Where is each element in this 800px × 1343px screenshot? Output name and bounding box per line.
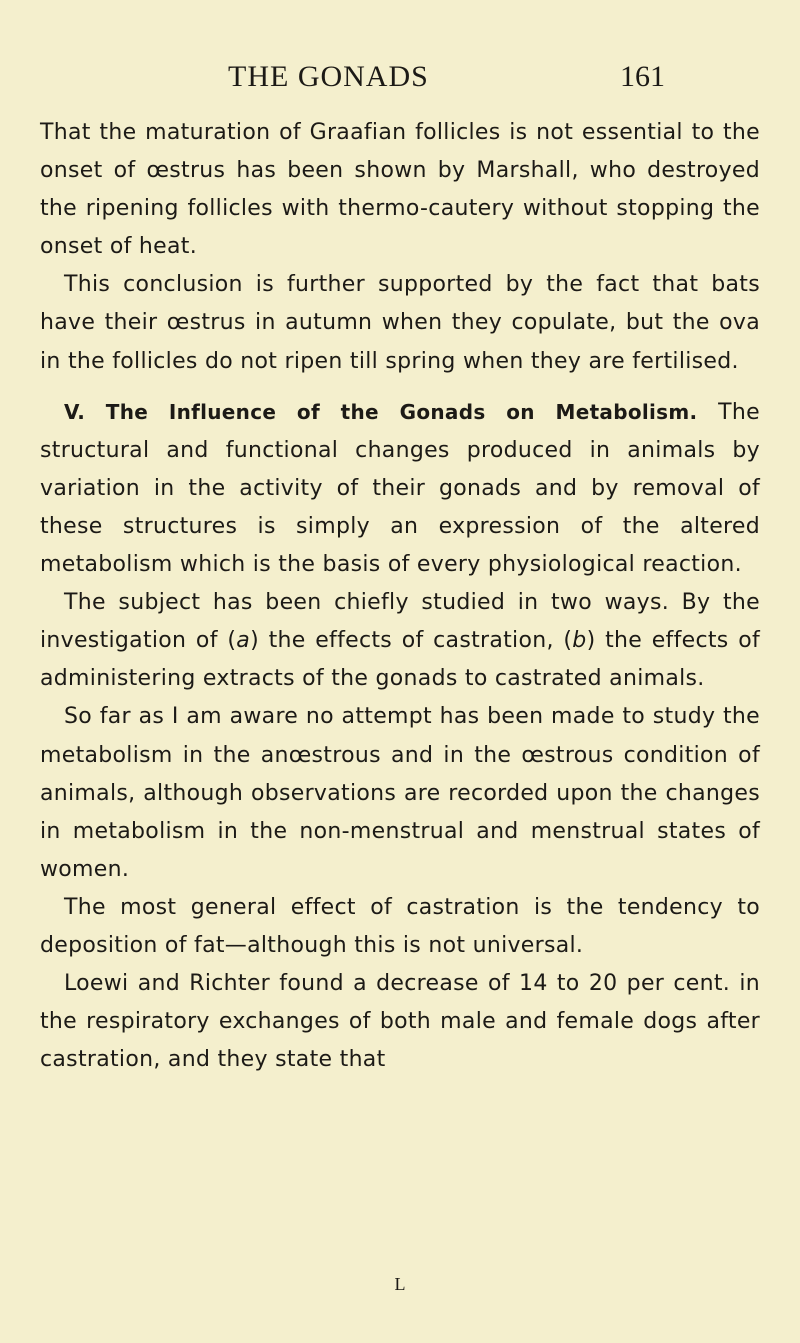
list-marker-a: a [236, 628, 251, 654]
section-heading: V. The Influence of the Gonads on Metabolism. [64, 399, 698, 424]
paragraph-text: The most general effect of castration is the tendency to deposition of fat—although this is not universal. [40, 894, 760, 958]
paragraph-loewi-richter [40, 965, 760, 1079]
paragraph-text: The subject has been chiefly studied in two ways. By the investigation of ( [40, 590, 760, 654]
paragraph-text: ) the effects of castration, ( [250, 628, 573, 654]
body-text [40, 114, 760, 1079]
paragraph-castration-effect [40, 889, 760, 965]
paragraph-two-ways [40, 584, 760, 698]
paragraph-section-v [40, 393, 760, 584]
paragraph-metabolism-study [40, 698, 760, 888]
running-head: THE GONADS [228, 60, 429, 93]
paragraph-text: This conclusion is further supported by the fact that bats have their œstrus in autumn when they copulate, but the ova in the follicles do not ripen till spring when they are fertilised. [40, 272, 760, 374]
paragraph-text: The structural and functional changes produced in animals by variation in the activity of their gonads and by removal of these structures is simply an expression of the altered metabolism which is the basis of every physiological reaction. [40, 399, 760, 578]
paragraph-bats-oestrus [40, 266, 760, 380]
signature-mark: L [394, 1274, 406, 1294]
page-number: 161 [620, 60, 665, 93]
paragraph-text: So far as I am aware no attempt has been made to study the metabolism in the anœstrous and in the œstrous condition of animals, although observations are recorded upon the changes in metabolism in the non-menstrual and menstrual states of women. [40, 704, 760, 882]
list-marker-b: b [572, 628, 587, 654]
paragraph-graafian-follicles [40, 114, 760, 266]
paragraph-text: That the maturation of Graafian follicles is not essential to the onset of œstrus has been shown by Marshall, who destroyed the ripening follicles with thermo-cautery without stopping the onset of heat. [40, 120, 760, 260]
page-header [0, 60, 800, 100]
paragraph-text: Loewi and Richter found a decrease of 14 to 20 per cent. in the respiratory exchanges of both male and female dogs after castration, and they state that [40, 971, 760, 1073]
paragraph-text: ) the effects of administering extracts of the gonads to castrated animals. [40, 628, 761, 692]
